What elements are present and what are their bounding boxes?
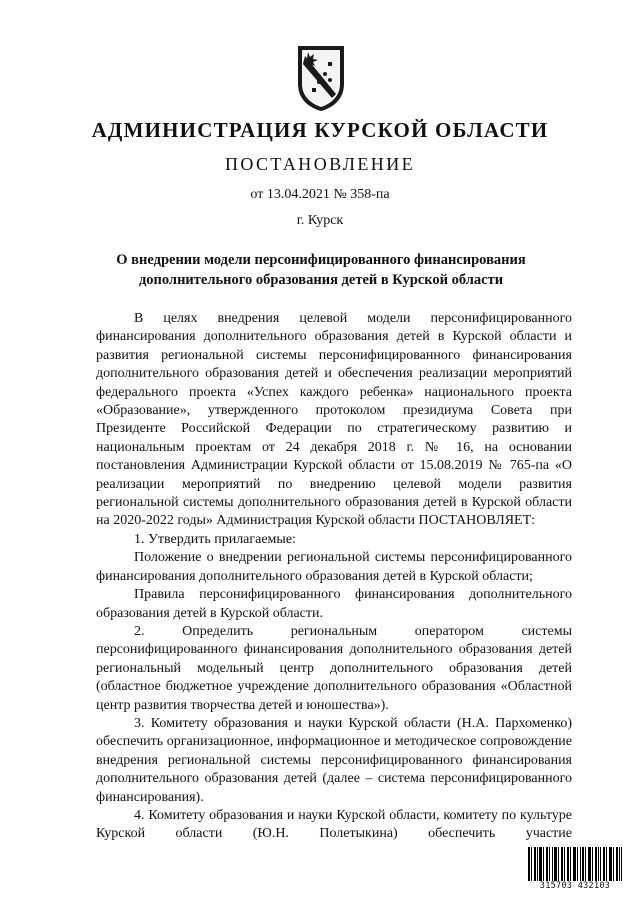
barcode [528,847,622,893]
clause-4-paragraph: 4. Комитету образования и науки Курской области, комитету по культуре Курской области (Ю.Н. Полетыкина) обеспечить участие [96,807,572,842]
barcode-icon [528,847,622,881]
document-title-line: дополнительного образования детей в Курской области [138,272,504,288]
document-title [90,250,552,290]
document-title-line: О внедрении модели персонифицированного финансирования [116,252,526,268]
clause-2-paragraph: 2. Определить региональным оператором системы персонифицированного финансирования дополнительного образования детей региональный модельный центр дополнительного образования детей (областное бюджетное учреждение дополнительного образования «Областной центр развития творчества детей и юношества»). [96,623,572,713]
regulation-item-paragraph: Положение о внедрении региональной системы персонифицированного финансирования дополнительного образования детей в Курской области; [96,550,572,584]
preamble-paragraph: В целях внедрения целевой модели персонифицированного финансирования дополнительного образования детей в Курской области и развития региональной системы персонифицированного финансирования дополнительного образования детей и обеспечения реализации мероприятий федерального проекта «Успех каждого ребенка» национального проекта «Образование», утвержденного протоколом президиума Совета при Президенте Российской Федерации по стратегическому развитию и национальным проектам от 24 декабря 2018 г. № 16, на основании постановления Администрации Курской области от 15.08.2019 № 765-па «О реализации мероприятий по внедрению целевой модели развития региональной системы дополнительного образования детей в Курской области на 2020-2022 годы» Администрация Курской области ПОСТАНОВЛЯЕТ: [96,311,572,529]
organization-name: АДМИНИСТРАЦИЯ КУРСКОЙ ОБЛАСТИ [91,118,549,142]
clause-1-paragraph: 1. Утвердить прилагаемые: [134,531,296,547]
barcode-number: 315703 432103 [539,881,611,891]
document-city: г. Курск [296,213,344,228]
coat-of-arms-icon [294,44,348,112]
clause-3-paragraph: 3. Комитету образования и науки Курской области (Н.А. Пархоменко) обеспечить организационное, информационное и методическое сопровождение внедрения региональной системы персонифицированного финансирования дополнительного образования детей (далее – система персонифицированного финансирования). [96,715,572,805]
document-number: от 13.04.2021 № 358-па [250,187,390,202]
rules-item-paragraph: Правила персонифицированного финансирования дополнительного образования детей в Курской области. [96,587,572,621]
document-type: ПОСТАНОВЛЕНИЕ [224,154,416,174]
document-body [96,310,572,844]
